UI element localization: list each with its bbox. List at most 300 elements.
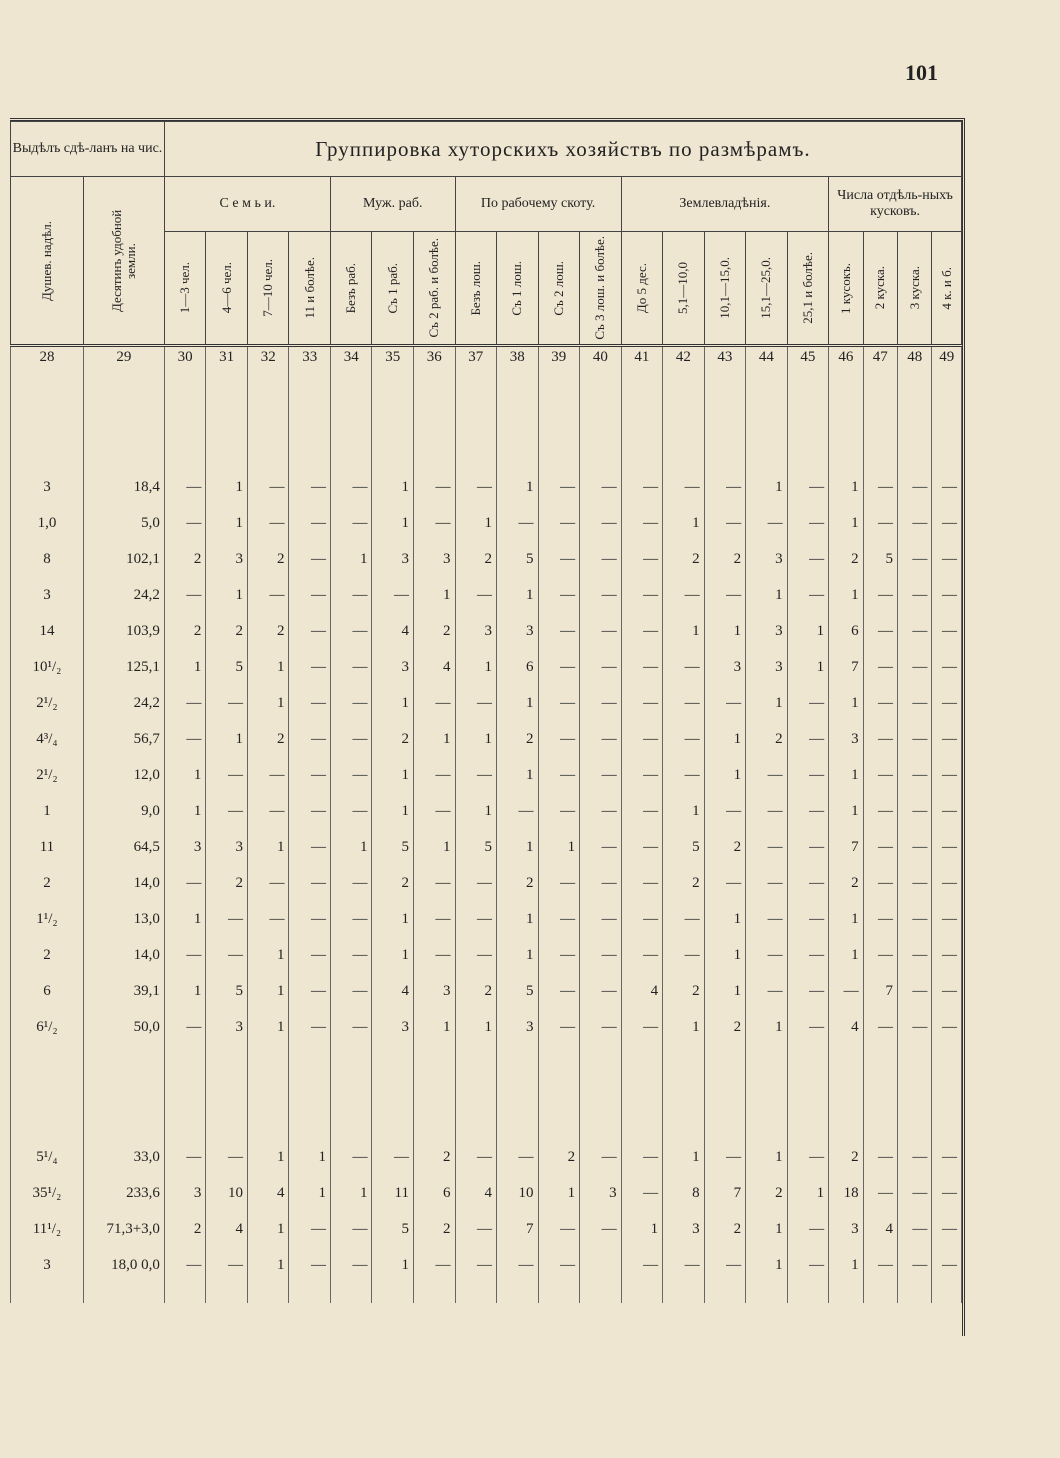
table-cell: —: [330, 793, 372, 829]
table-cell: —: [330, 937, 372, 973]
table-cell: 1: [497, 901, 539, 937]
table-cell: —: [580, 901, 622, 937]
table-cell: 4: [621, 973, 663, 1009]
blank-cell: [932, 1045, 962, 1139]
table-cell: 2: [455, 541, 497, 577]
table-cell: 1: [289, 1175, 331, 1211]
blank-cell: [538, 1045, 580, 1139]
table-cell: 1: [372, 685, 414, 721]
blank-cell: [11, 1045, 84, 1139]
table-cell: 2: [704, 541, 746, 577]
table-cell: 2: [663, 973, 705, 1009]
statistics-table: [10, 121, 962, 1303]
table-cell: —: [932, 469, 962, 505]
blank-cell: [289, 1045, 331, 1139]
table-cell: 4: [372, 613, 414, 649]
blank-cell: [538, 379, 580, 469]
table-cell: —: [455, 865, 497, 901]
column-number: 37: [455, 346, 497, 380]
table-cell: 1: [414, 577, 456, 613]
table-row: [11, 973, 962, 1009]
header-col-30: 1—3 чел.: [164, 232, 206, 346]
table-cell: —: [580, 829, 622, 865]
table-cell: 1: [455, 793, 497, 829]
table-cell: 6¹/₂: [11, 1009, 84, 1045]
table-cell: —: [746, 901, 788, 937]
table-cell: —: [932, 937, 962, 973]
table-cell: 1: [247, 649, 289, 685]
column-number: 48: [898, 346, 932, 380]
table-cell: —: [621, 865, 663, 901]
table-cell: —: [787, 1211, 829, 1247]
table-cell: —: [289, 973, 331, 1009]
table-cell: —: [580, 757, 622, 793]
table-cell: —: [164, 1139, 206, 1175]
table-cell: —: [164, 505, 206, 541]
table-cell: —: [414, 865, 456, 901]
blank-cell: [164, 1283, 206, 1303]
table-cell: —: [898, 649, 932, 685]
table-cell: —: [863, 1247, 897, 1283]
table-cell: —: [898, 1175, 932, 1211]
table-cell: 5: [372, 1211, 414, 1247]
table-cell: [580, 1247, 622, 1283]
table-cell: —: [704, 577, 746, 613]
table-cell: 5: [663, 829, 705, 865]
table-cell: 3: [206, 829, 248, 865]
table-cell: —: [932, 1247, 962, 1283]
table-cell: —: [164, 865, 206, 901]
table-cell: —: [932, 685, 962, 721]
table-cell: —: [538, 649, 580, 685]
table-cell: 24,2: [83, 685, 164, 721]
table-cell: —: [863, 937, 897, 973]
blank-cell: [787, 1283, 829, 1303]
blank-cell: [898, 1283, 932, 1303]
table-cell: 2: [497, 865, 539, 901]
table-cell: 4³/₄: [11, 721, 84, 757]
table-cell: 1: [372, 901, 414, 937]
table-cell: 1: [787, 649, 829, 685]
table-cell: —: [164, 1009, 206, 1045]
table-cell: —: [538, 901, 580, 937]
table-cell: 3: [372, 1009, 414, 1045]
table-row: [11, 1009, 962, 1045]
table-cell: 1: [704, 901, 746, 937]
table-cell: —: [621, 829, 663, 865]
blank-cell: [580, 1283, 622, 1303]
table-cell: 11¹/₂: [11, 1211, 84, 1247]
table-cell: —: [455, 901, 497, 937]
table-cell: 2: [746, 1175, 788, 1211]
table-cell: —: [289, 901, 331, 937]
blank-cell: [497, 1045, 539, 1139]
column-number: 35: [372, 346, 414, 380]
table-cell: 1: [372, 793, 414, 829]
table-cell: —: [787, 829, 829, 865]
blank-cell: [247, 1045, 289, 1139]
table-cell: —: [538, 541, 580, 577]
table-cell: —: [538, 577, 580, 613]
table-cell: 14,0: [83, 865, 164, 901]
blank-cell: [372, 1045, 414, 1139]
table-cell: 2: [663, 541, 705, 577]
table-cell: 3: [455, 613, 497, 649]
column-number: 33: [289, 346, 331, 380]
table-cell: —: [932, 865, 962, 901]
table-cell: 1: [787, 1175, 829, 1211]
table-cell: —: [289, 1211, 331, 1247]
table-cell: 1: [538, 1175, 580, 1211]
table-cell: —: [330, 901, 372, 937]
table-cell: 4: [414, 649, 456, 685]
table-cell: 2: [497, 721, 539, 757]
header-col-32: 7—10 чел.: [247, 232, 289, 346]
table-cell: 2¹/₂: [11, 757, 84, 793]
table-cell: —: [932, 613, 962, 649]
table-cell: 35¹/₂: [11, 1175, 84, 1211]
column-number: 30: [164, 346, 206, 380]
table-cell: —: [414, 1247, 456, 1283]
table-row: [11, 541, 962, 577]
table-cell: 1: [497, 757, 539, 793]
blank-cell: [538, 1283, 580, 1303]
table-cell: —: [863, 577, 897, 613]
blank-cell: [497, 1283, 539, 1303]
table-cell: 10¹/₂: [11, 649, 84, 685]
header-division-group: Выдѣлъ сдѣ-ланъ на чис.: [11, 122, 165, 177]
table-cell: —: [206, 1139, 248, 1175]
table-cell: —: [330, 613, 372, 649]
table-cell: —: [330, 1139, 372, 1175]
blank-cell: [829, 379, 863, 469]
blank-cell: [746, 379, 788, 469]
table-row: [11, 901, 962, 937]
table-cell: —: [621, 901, 663, 937]
table-cell: —: [538, 613, 580, 649]
table-cell: —: [704, 865, 746, 901]
table-cell: 1: [330, 1175, 372, 1211]
table-cell: 2: [704, 1009, 746, 1045]
table-cell: 7: [704, 1175, 746, 1211]
table-cell: —: [898, 505, 932, 541]
table-cell: —: [746, 793, 788, 829]
table-cell: —: [538, 685, 580, 721]
table-cell: 1: [497, 685, 539, 721]
header-col-40: Съ 3 лош. и болѣе.: [580, 232, 622, 346]
table-row: [11, 613, 962, 649]
table-cell: 1: [164, 973, 206, 1009]
table-cell: 2: [206, 865, 248, 901]
table-cell: —: [663, 685, 705, 721]
table-cell: 1: [455, 505, 497, 541]
table-cell: 1: [746, 577, 788, 613]
table-cell: —: [414, 685, 456, 721]
table-row: [11, 577, 962, 613]
table-row: [11, 865, 962, 901]
table-cell: —: [787, 1247, 829, 1283]
table-cell: 1: [663, 1009, 705, 1045]
table-cell: —: [663, 469, 705, 505]
table-cell: 71,3+3,0: [83, 1211, 164, 1247]
table-cell: —: [330, 721, 372, 757]
column-number: 32: [247, 346, 289, 380]
column-number: 28: [11, 346, 84, 380]
table-cell: 2: [414, 613, 456, 649]
table-cell: —: [746, 937, 788, 973]
header-families: С е м ь и.: [164, 177, 330, 232]
blank-cell: [164, 1045, 206, 1139]
table-cell: 1: [247, 973, 289, 1009]
table-cell: —: [787, 901, 829, 937]
table-cell: 6: [414, 1175, 456, 1211]
table-cell: 1,0: [11, 505, 84, 541]
table-cell: —: [247, 757, 289, 793]
table-cell: —: [414, 505, 456, 541]
table-cell: —: [580, 1211, 622, 1247]
blank-cell: [289, 379, 331, 469]
table-cell: 10: [497, 1175, 539, 1211]
table-cell: 56,7: [83, 721, 164, 757]
column-number: 46: [829, 346, 863, 380]
table-cell: 1: [497, 469, 539, 505]
table-cell: —: [372, 577, 414, 613]
header-col-42: 5,1—10,0: [663, 232, 705, 346]
table-cell: 7: [497, 1211, 539, 1247]
table-cell: —: [621, 721, 663, 757]
table-row: [11, 829, 962, 865]
table-cell: 3: [829, 1211, 863, 1247]
table-row: [11, 793, 962, 829]
table-cell: —: [289, 613, 331, 649]
blank-cell: [414, 379, 456, 469]
column-number: 41: [621, 346, 663, 380]
table-cell: —: [206, 901, 248, 937]
table-cell: 3: [829, 721, 863, 757]
column-number: 38: [497, 346, 539, 380]
column-number: 40: [580, 346, 622, 380]
table-cell: —: [621, 541, 663, 577]
blank-cell: [206, 1283, 248, 1303]
table-cell: 1: [704, 937, 746, 973]
table-cell: —: [455, 1211, 497, 1247]
header-col-48: 3 куска.: [898, 232, 932, 346]
table-cell: 102,1: [83, 541, 164, 577]
table-cell: —: [621, 1247, 663, 1283]
table-cell: 1: [455, 721, 497, 757]
table-cell: —: [863, 1009, 897, 1045]
table-cell: —: [247, 865, 289, 901]
table-cell: 1: [829, 469, 863, 505]
table-cell: —: [330, 685, 372, 721]
table-cell: 1: [164, 757, 206, 793]
table-cell: —: [455, 1139, 497, 1175]
table-cell: —: [538, 1211, 580, 1247]
table-cell: 1: [497, 937, 539, 973]
blank-cell: [932, 379, 962, 469]
table-cell: —: [932, 1175, 962, 1211]
table-cell: 1: [372, 1247, 414, 1283]
blank-cell: [863, 1045, 897, 1139]
table-cell: —: [746, 973, 788, 1009]
table-cell: 64,5: [83, 829, 164, 865]
header-col-31: 4—6 чел.: [206, 232, 248, 346]
table-cell: 103,9: [83, 613, 164, 649]
table-cell: —: [621, 757, 663, 793]
table-row: [11, 505, 962, 541]
table-cell: —: [455, 1247, 497, 1283]
table-cell: —: [932, 901, 962, 937]
table-cell: —: [580, 865, 622, 901]
table-cell: —: [704, 793, 746, 829]
table-cell: —: [289, 793, 331, 829]
table-cell: —: [621, 937, 663, 973]
blank-cell: [863, 1283, 897, 1303]
table-cell: 4: [829, 1009, 863, 1045]
spacer-row: [11, 379, 962, 469]
header-col-39: Съ 2 лош.: [538, 232, 580, 346]
table-cell: 5: [455, 829, 497, 865]
table-row: [11, 1139, 962, 1175]
header-plots: Числа отдѣль-ныхъ кусковъ.: [829, 177, 962, 232]
table-cell: —: [538, 469, 580, 505]
table-cell: 14: [11, 613, 84, 649]
column-number: 39: [538, 346, 580, 380]
table-cell: 1: [746, 469, 788, 505]
table-cell: —: [898, 469, 932, 505]
table-cell: 1: [247, 1009, 289, 1045]
table-cell: —: [787, 541, 829, 577]
table-cell: —: [497, 1247, 539, 1283]
table-cell: —: [829, 973, 863, 1009]
header-workers: Муж. раб.: [330, 177, 455, 232]
table-cell: 7: [829, 829, 863, 865]
table-cell: —: [538, 973, 580, 1009]
table-cell: 1: [164, 649, 206, 685]
table-cell: 3: [414, 541, 456, 577]
table-cell: —: [330, 865, 372, 901]
blank-cell: [455, 1283, 497, 1303]
table-cell: —: [580, 577, 622, 613]
table-cell: —: [704, 1139, 746, 1175]
table-cell: 1: [289, 1139, 331, 1175]
table-cell: 2: [704, 1211, 746, 1247]
table-cell: 1: [746, 685, 788, 721]
table-cell: 1: [247, 685, 289, 721]
table-cell: —: [206, 1247, 248, 1283]
table-cell: 11: [11, 829, 84, 865]
table-cell: 3: [746, 613, 788, 649]
table-cell: 1: [497, 829, 539, 865]
spacer-row: [11, 1283, 962, 1303]
table-cell: —: [898, 901, 932, 937]
table-cell: 2: [414, 1211, 456, 1247]
table-cell: —: [863, 613, 897, 649]
table-cell: 4: [372, 973, 414, 1009]
table-cell: —: [898, 1009, 932, 1045]
table-cell: 7: [829, 649, 863, 685]
table-cell: —: [787, 757, 829, 793]
table-cell: —: [746, 757, 788, 793]
table-cell: 1: [538, 829, 580, 865]
table-cell: 5: [497, 973, 539, 1009]
table-cell: —: [330, 649, 372, 685]
table-cell: —: [330, 577, 372, 613]
blank-cell: [206, 379, 248, 469]
table-cell: —: [704, 469, 746, 505]
table-cell: —: [663, 577, 705, 613]
table-cell: —: [663, 649, 705, 685]
table-cell: 3: [164, 1175, 206, 1211]
table-cell: —: [497, 505, 539, 541]
table-cell: 2: [164, 613, 206, 649]
table-cell: 12,0: [83, 757, 164, 793]
table-cell: 3: [497, 1009, 539, 1045]
table-cell: 3: [414, 973, 456, 1009]
table-cell: —: [538, 793, 580, 829]
table-cell: —: [663, 757, 705, 793]
header-col-33: 11 и болѣе.: [289, 232, 331, 346]
blank-cell: [663, 379, 705, 469]
blank-cell: [83, 1283, 164, 1303]
table-row: [11, 937, 962, 973]
blank-cell: [704, 379, 746, 469]
table-cell: —: [898, 577, 932, 613]
table-cell: —: [414, 757, 456, 793]
column-number: 42: [663, 346, 705, 380]
table-cell: —: [414, 901, 456, 937]
blank-cell: [663, 1045, 705, 1139]
table-cell: —: [289, 505, 331, 541]
table-cell: —: [898, 865, 932, 901]
table-cell: —: [538, 865, 580, 901]
table-cell: —: [164, 721, 206, 757]
table-cell: —: [206, 685, 248, 721]
table-cell: —: [787, 865, 829, 901]
blank-cell: [621, 379, 663, 469]
blank-cell: [621, 1283, 663, 1303]
table-cell: 5¹/₄: [11, 1139, 84, 1175]
header-col-28: Душев. надѣл.: [11, 177, 84, 346]
table-cell: —: [787, 505, 829, 541]
table-cell: —: [497, 793, 539, 829]
blank-cell: [414, 1283, 456, 1303]
table-cell: 1: [497, 577, 539, 613]
table-cell: —: [538, 1009, 580, 1045]
table-cell: —: [898, 613, 932, 649]
table-cell: 3: [746, 541, 788, 577]
table-cell: 1: [746, 1247, 788, 1283]
table-cell: 1: [414, 829, 456, 865]
table-cell: 3: [206, 1009, 248, 1045]
table-cell: 1: [247, 1139, 289, 1175]
table-cell: —: [164, 685, 206, 721]
table-cell: —: [787, 685, 829, 721]
table-cell: 3: [372, 541, 414, 577]
table-cell: —: [621, 577, 663, 613]
table-cell: 233,6: [83, 1175, 164, 1211]
table-cell: —: [289, 577, 331, 613]
table-cell: —: [414, 793, 456, 829]
blank-cell: [372, 1283, 414, 1303]
page-number: 101: [905, 60, 938, 85]
table-cell: —: [621, 1139, 663, 1175]
table-cell: 1: [372, 757, 414, 793]
table-cell: —: [932, 721, 962, 757]
table-row: [11, 757, 962, 793]
table-cell: —: [898, 757, 932, 793]
table-cell: 2: [414, 1139, 456, 1175]
